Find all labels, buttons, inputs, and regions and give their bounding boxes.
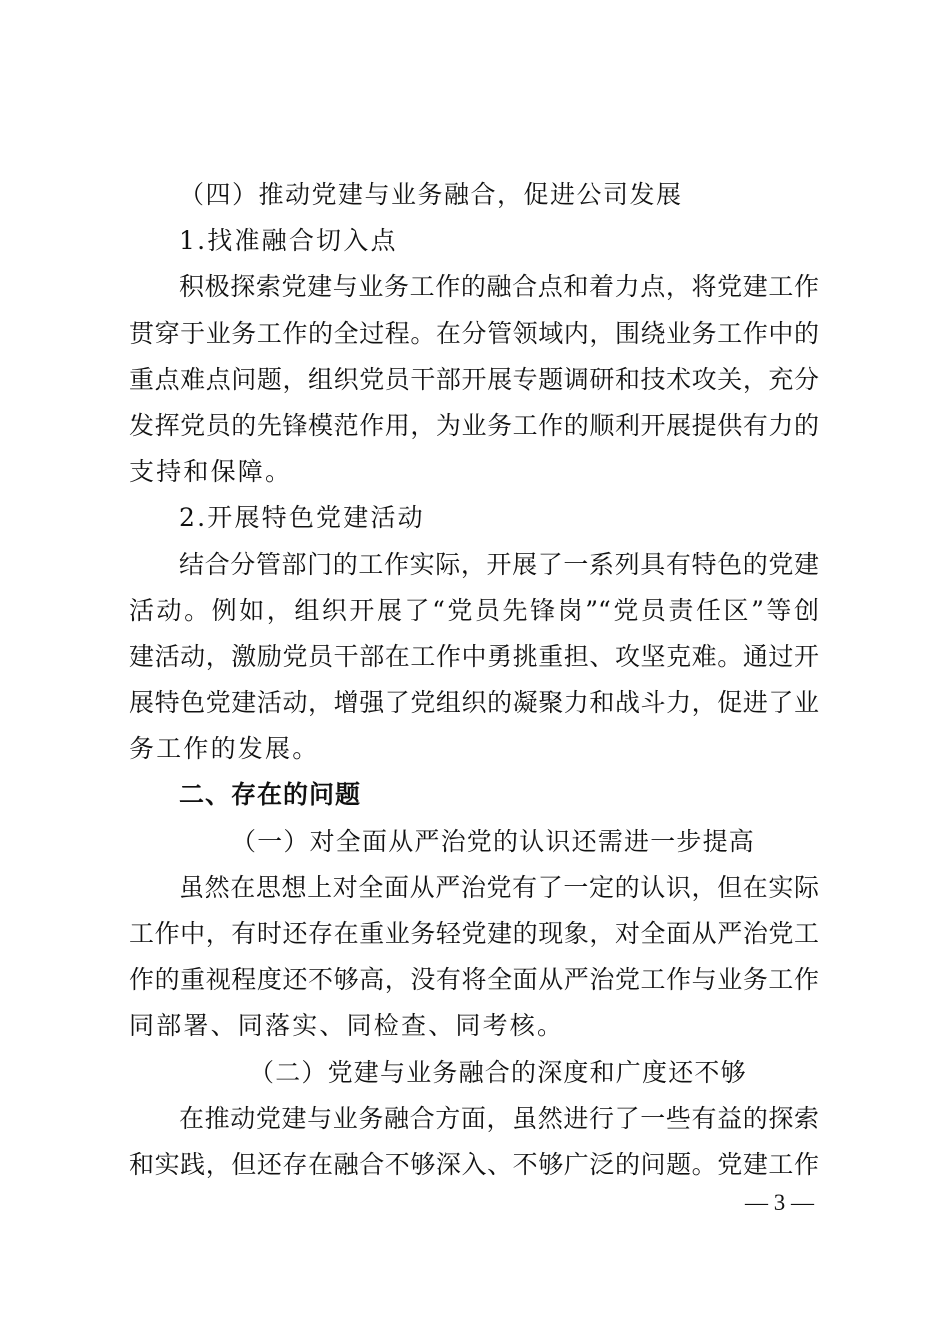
subsection-heading: 2.开展特色党建活动 xyxy=(179,503,425,533)
paragraph-line: 贯穿于业务工作的全过程。在分管领域内，围绕业务工作中的 xyxy=(129,318,819,348)
part-heading: 二、存在的问题 xyxy=(179,780,362,810)
page-number: — 3 — xyxy=(745,1190,814,1215)
section-heading: （二）党建与业务融合的深度和广度还不够 xyxy=(249,1057,747,1087)
paragraph xyxy=(129,1096,819,1188)
paragraph-line: 积极探索党建与业务工作的融合点和着力点，将党建工作 xyxy=(179,272,819,302)
paragraph-line: 作的重视程度还不够高，没有将全面从严治党工作与业务工作 xyxy=(129,965,819,995)
document-page xyxy=(129,172,819,1188)
paragraph-line: 展特色党建活动，增强了党组织的凝聚力和战斗力，促进了业 xyxy=(129,688,819,718)
paragraph-line: 在推动党建与业务融合方面，虽然进行了一些有益的探索 xyxy=(179,1103,819,1133)
paragraph-line: 结合分管部门的工作实际，开展了一系列具有特色的党建 xyxy=(179,549,819,579)
paragraph-line: 同部署、同落实、同检查、同考核。 xyxy=(129,1011,565,1041)
paragraph xyxy=(129,264,819,495)
paragraph-line: 务工作的发展。 xyxy=(129,734,320,764)
subsection-heading: 1.找准融合切入点 xyxy=(179,226,398,256)
paragraph-line: 重点难点问题，组织党员干部开展专题调研和技术攻关，充分 xyxy=(129,364,819,394)
paragraph-line: 虽然在思想上对全面从严治党有了一定的认识，但在实际 xyxy=(179,872,819,902)
paragraph-line: 支持和保障。 xyxy=(129,457,293,487)
paragraph xyxy=(129,865,819,1050)
paragraph xyxy=(129,542,819,773)
paragraph-line: 和实践，但还存在融合不够深入、不够广泛的问题。党建工作 xyxy=(129,1149,819,1179)
section-heading: （四）推动党建与业务融合，促进公司发展 xyxy=(179,180,683,209)
paragraph-line: 工作中，有时还存在重业务轻党建的现象，对全面从严治党工 xyxy=(129,919,819,948)
paragraph-line: 活动。例如，组织开展了“党员先锋岗”“党员责任区”等创 xyxy=(129,595,819,625)
paragraph-line: 建活动，激励党员干部在工作中勇挑重担、攻坚克难。通过开 xyxy=(129,641,819,671)
paragraph-line: 发挥党员的先锋模范作用，为业务工作的顺利开展提供有力的 xyxy=(129,410,819,440)
section-heading: （一）对全面从严治党的认识还需进一步提高 xyxy=(231,826,756,856)
